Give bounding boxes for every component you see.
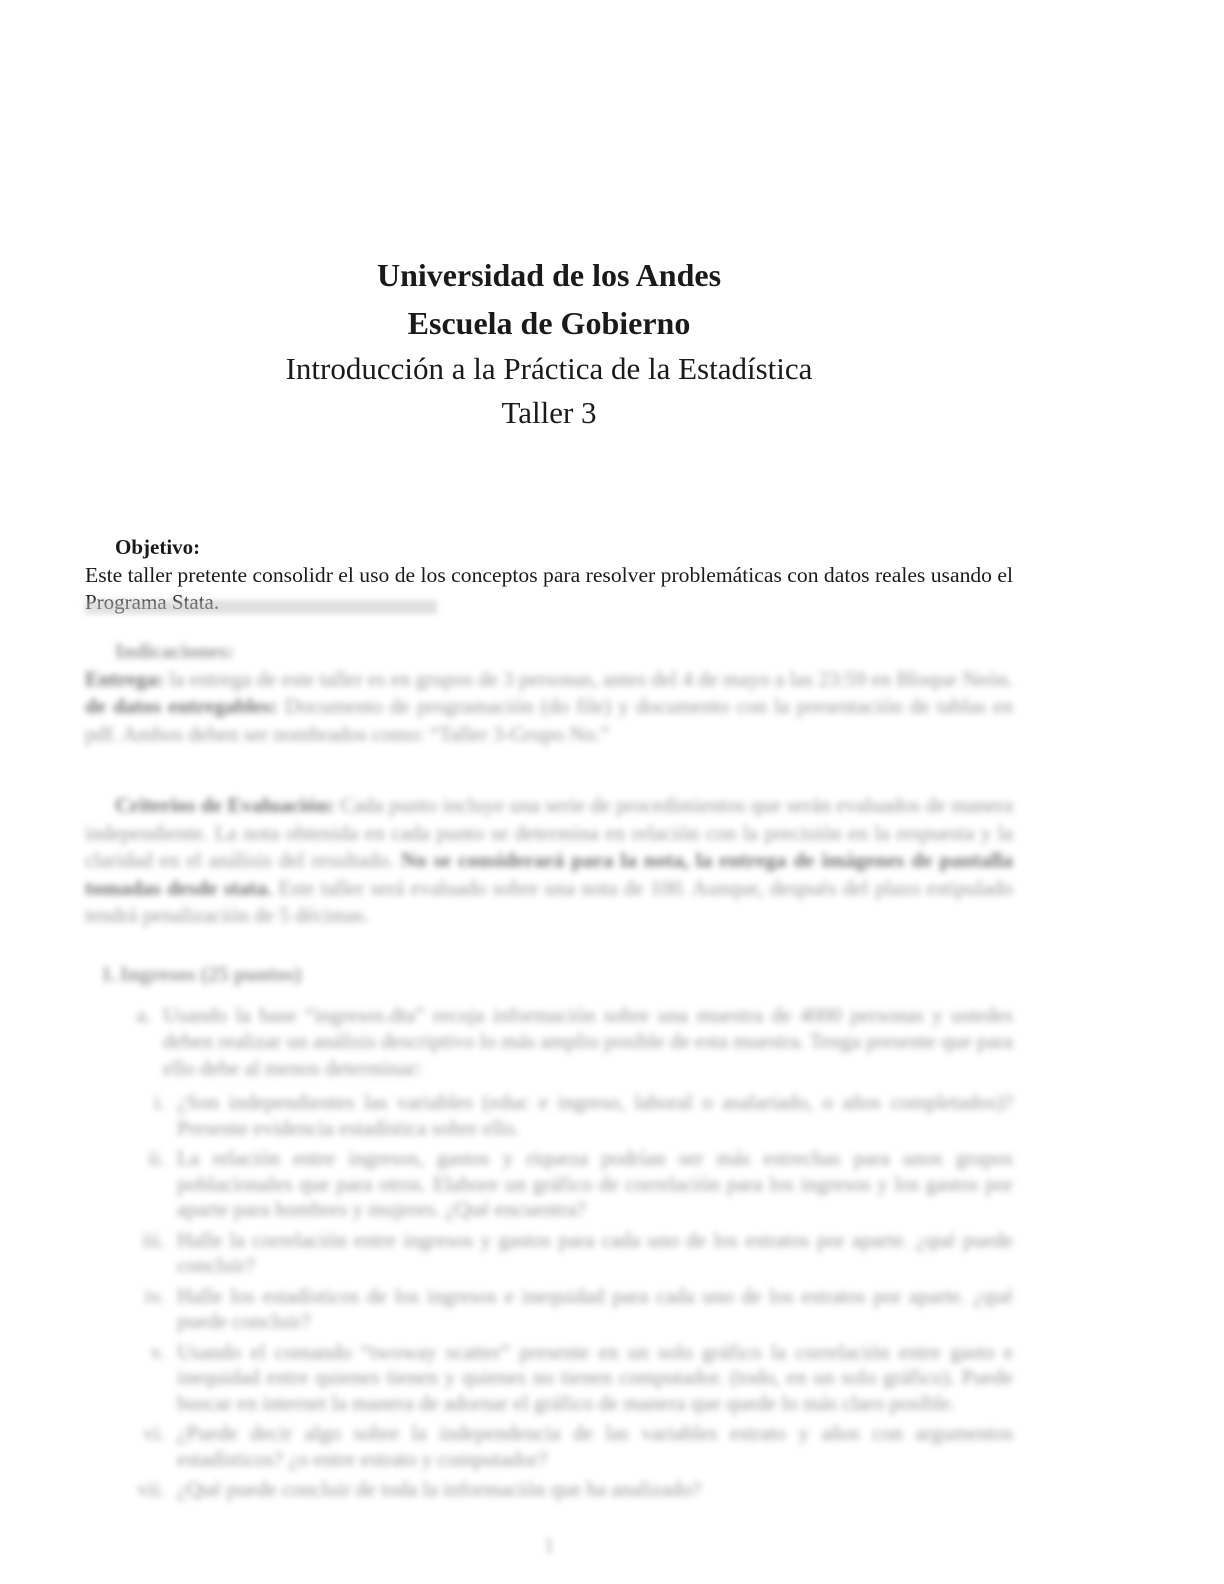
exercise-subitem-iii (85, 1228, 1013, 1279)
title-school: Escuela de Gobierno (407, 305, 691, 341)
subitem-vi-text: ¿Puede decir algo sobre la independencia de las variables estrato y años con argumentos estadísticos? ¿o entre estrato y computador? (177, 1421, 1013, 1471)
exercise-subitem-v (85, 1340, 1013, 1417)
delivery-text: la entrega de este taller es en grupos de 3 personas, antes del 4 de mayo a las 23:59 en Bloque Neón. (163, 666, 1014, 691)
evaluation-paragraph (85, 792, 1013, 930)
delivery-label: Entrega: (85, 666, 164, 691)
subitem-iv-label: iv. (144, 1283, 165, 1308)
subitem-vii-text: ¿Qué puede concluir de toda la información que ha analizado? (177, 1477, 702, 1501)
redaction-smudge (85, 600, 437, 614)
exercise-subitem-vi (85, 1421, 1013, 1472)
exercise-section-redacted (85, 961, 1013, 1503)
evaluation-bold-note: No se considerará para la nota, la entrega de imágenes de pantalla tomadas desde stata. (85, 848, 1013, 900)
instructions-section-redacted (85, 638, 1013, 748)
instructions-heading: Indicaciones: (115, 639, 235, 663)
item-a-text: Usando la base “ingresos.dta” recoja información sobre una muestra de 4000 personas y ustedes deben realizar un análisis descriptivo lo más amplio posible de esta muestra. Tenga presente que para ello debe al menos determinar: (163, 1002, 1013, 1080)
deliverables-paragraph (85, 693, 1013, 748)
objective-text-line1: Este taller pretente consolidr el uso de los conceptos para resolver problemáticas con datos reales usando el (85, 562, 1013, 587)
objective-section (85, 534, 1013, 617)
exercise-subitem-ii (85, 1146, 1013, 1223)
exercise-heading-row (85, 961, 1013, 989)
subitem-iii-text: Halle la correlación entre ingresos y gastos para cada uno de los estratos por aparte. ¿qué puede concluir? (177, 1227, 1013, 1277)
evaluation-text-2: Este taller será evaluado sobre una nota de 100. Aunque, después del plazo estipulado tendrá penalización de 5 décimas. (85, 875, 1013, 927)
document-title-block (85, 251, 1013, 435)
subitem-ii-text: La relación entre ingresos, gastos y riqueza podrían ser más estrechas para unos grupos poblacionales que para otros. Elabore un gráfico de correlación para los ingresos y los gastos por aparte para hombres y mujeres. ¿Qué encuentra? (177, 1146, 1013, 1221)
deliverables-label: de datos entregables: (85, 694, 278, 718)
subitem-i-label: i. (153, 1090, 165, 1114)
exercise-heading: Ingresos (25 puntos) (120, 962, 302, 986)
subitem-iv-text: Halle los estadísticos de los ingresos e inequidad para cada uno de los estratos por aparte. ¿qué puede concluir? (177, 1283, 1013, 1333)
page-number: 1 (543, 1533, 555, 1557)
subitem-iii-label: iii. (142, 1227, 165, 1252)
title-course: Introducción a la Práctica de la Estadística (285, 351, 813, 386)
subitem-i-text: ¿Son independientes las variables (educ e ingreso, laboral o asalariado, o años completados)? Presente evidencia estadística sobre ello. (177, 1090, 1013, 1140)
title-workshop: Taller 3 (501, 395, 597, 430)
evaluation-text-1: Cada punto incluye una serie de procedimientos que serán evaluados de manera independiente. La nota obtenida en cada punto se determina en relación con la precisión en la respuesta y la claridad en el análisis del resultado. (85, 793, 1013, 872)
subitem-v-text: Usando el comando “twoway scatter” presente en un solo gráfico la correlación entre gasto e inequidad entre quienes tienen y quienes no tienen computador. (todo, en un solo gráfico). Puede buscar en internet la manera de adornar el gráfico de manera que quede lo más claro posible. (177, 1339, 1013, 1415)
exercise-subitem-iv (85, 1284, 1013, 1335)
objective-heading: Objetivo: (115, 535, 201, 559)
title-university: Universidad de los Andes (376, 257, 722, 293)
exercise-subitem-vii (85, 1477, 1013, 1503)
subitem-v-label: v. (150, 1339, 165, 1364)
evaluation-section-redacted (85, 792, 1013, 930)
subitem-vii-label: vii. (137, 1477, 165, 1501)
item-a-label: a. (136, 1002, 151, 1027)
evaluation-label: Criterios de Evaluación: (115, 793, 335, 817)
exercise-item-a (85, 1002, 1013, 1082)
subitem-ii-label: ii. (148, 1146, 165, 1170)
exercise-subitem-i (85, 1090, 1013, 1141)
deliverables-text: Documento de programación (do file) y documento con la presentación de tablas en pdf. Ambos deben ser nombrados como: “Taller 3-Grupo No.” (85, 694, 1013, 746)
subitem-vi-label: vi. (143, 1421, 165, 1445)
delivery-paragraph (85, 666, 1013, 694)
exercise-number: 1. (101, 962, 117, 986)
